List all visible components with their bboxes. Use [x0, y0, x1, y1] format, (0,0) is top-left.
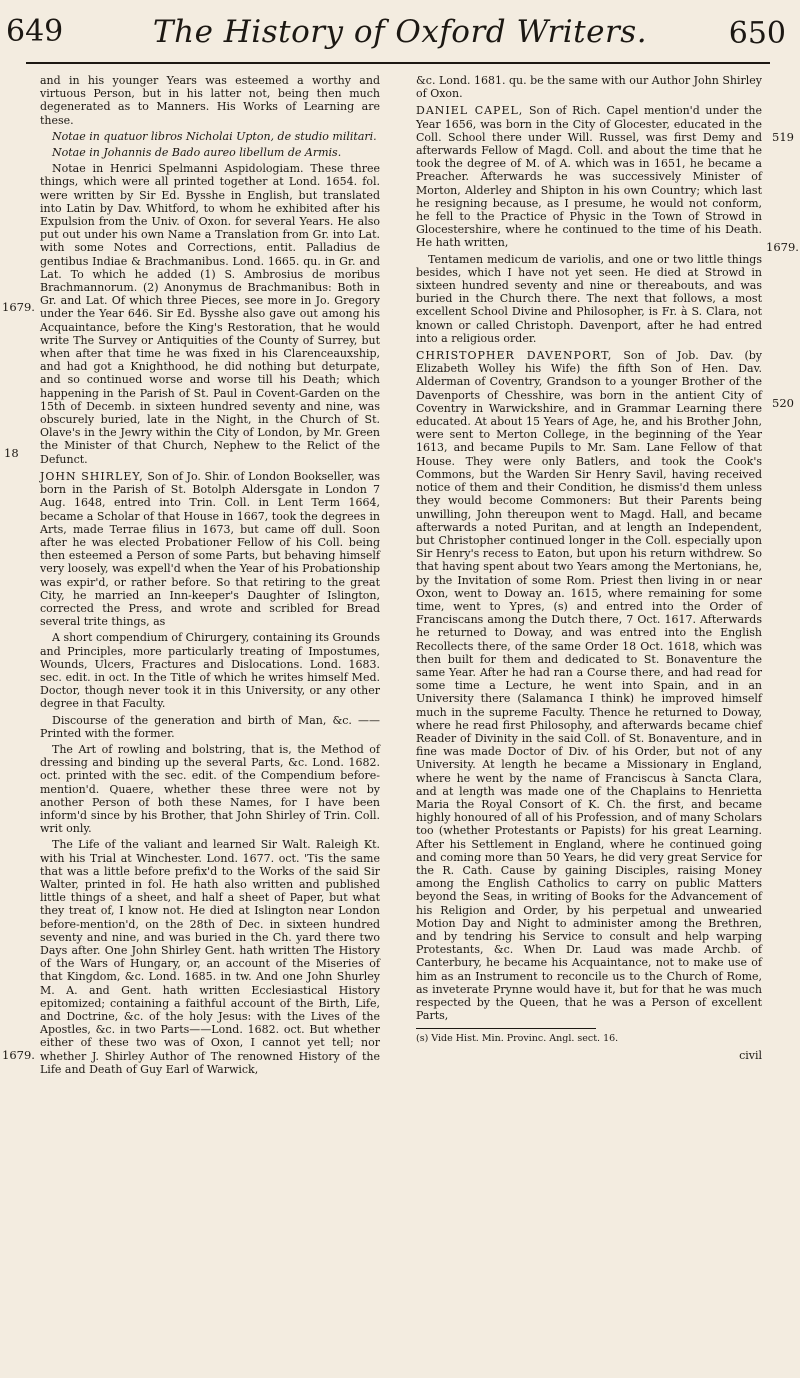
paragraph: Son of Rich. Capel mention'd under the Year 1656, was born in the City of Glocester, educated in the Coll. School there under Will. Russel, was first Demy and afterwards Fellow of Magd. Coll. and about the time that he took the degree of M. of A. which was in 1651, he became a Preacher. Afterwards he was successively Minister of Morton, Alderley and Shipton in his own Country; which last he resigning because, as I presume, he would not conform, he fell to the Practice of Physic in the Town of Strowd in Glocestershire, where he continued to the time of his Death. He hath written, [416, 104, 762, 250]
page-number-left: 649 [6, 14, 64, 49]
author-name: CHRISTOPHER DAVENPORT, [416, 349, 613, 363]
page-number-right: 650 [728, 16, 786, 51]
margin-number: 520 [772, 396, 794, 410]
paragraph: Discourse of the generation and birth of Man, &c. ——Printed with the former. [40, 713, 380, 740]
footnote-rule [416, 1028, 596, 1029]
author-name: DANIEL CAPEL, [416, 104, 524, 118]
margin-number: 18 [4, 446, 19, 460]
left-column [40, 74, 380, 1079]
paragraph: Notae in quatuor libros Nicholai Upton, de studio militari. [52, 129, 377, 143]
margin-year: 1679. [2, 300, 35, 314]
paragraph: Son of Jo. Shir. of London Bookseller, was born in the Parish of St. Botolph Aldersgate in London 7 Aug. 1648, entred into Trin. Coll. in Lent Term 1664, became a Scholar of that House in 1667, took the degrees in Arts, made Terrae filius in 1673, but came off dull. Soon after he was elected Probationer Fellow of his Coll. being then esteemed a Person of some Parts, but behaving himself very loosely, was expell'd when the Year of his Probationship was expir'd, or rather before. So that retiring to the great City, he married an Inn-keeper's Daughter of Islington, corrected the Press, and wrote and scribled for Bread several trite things, as [40, 469, 381, 629]
paragraph: Notae in Johannis de Bado aureo libellum de Armis. [52, 146, 342, 160]
entry-heading [416, 349, 762, 1022]
paragraph: The Art of rowling and bolstring, that is, the Method of dressing and binding up the several Parts, &c. Lond. 1682. oct. printed with the sec. edit. of the Compendium before-mention'd. Quaere, whether these three were not by another Person of both these Names, for I have been inform'd since by his Brother, that John Shirley of Trin. Coll. writ only. [40, 742, 380, 836]
running-title: The History of Oxford Writers. [152, 14, 648, 50]
right-column [416, 74, 762, 1065]
entry-heading [40, 470, 380, 628]
paragraph: and in his younger Years was esteemed a worthy and virtuous Person, but in his latter not, being then much degenerated as to Manners. His Works of Learning are these. [40, 74, 380, 127]
header-rule [26, 62, 770, 64]
margin-number: 519 [772, 130, 794, 144]
catchword: civil [739, 1048, 762, 1062]
paragraph: Tentamen medicum de variolis, and one or two little things besides, which I have not yet seen. He died at Strowd in sixteen hundred seventy and nine or thereabouts, and was buried in the Church there. The next that follows, a most excellent School Divine and Philosopher, is Fr. à S. Clara, not known or called Christoph. Davenport, after he had entred into a religious order. [416, 252, 762, 345]
paragraph: Notae in Henrici Spelmanni Aspidologiam. These three things, which were all printed together at Lond. 1654. fol. were written by Sir Ed. Bysshe in English, but translated into Latin by Dav. Whitford, to whom he exhibited after his Expulsion from the Univ. of Oxon. for several Years. He also put out under his own Name a Translation from Gr. into Lat. with some Notes and Corrections, entit. Palladius de gentibus Indiae & Brachmanibus. Lond. 1665. qu. in Gr. and Lat. To which he added (1) S. Ambrosius de moribus Brachmannorum. (2) Anonymus de Brachmanibus: Both in Gr. and Lat. Of which three Pieces, see more in Jo. Gregory under the Year 646. Sir Ed. Bysshe also gave out among his Acquaintance, before the King's Restoration, that he would write The Survey or Antiquities of the County of Surrey, but when after that time he was fixed in his Clarenceauxship, and had got a Knighthood, he did nothing but deturpate, and so continued worse and worse till his Death; which happening in the Parish of St. Paul in Covent-Garden on the 15th of Decemb. in sixteen hundred seventy and nine, was obscurely buried, late in the Night, in the Church of St. Olave's in the Jewry within the City of London, by Mr. Green the Minister of that Church, Nephew to the Relict of the Defunct. [40, 162, 380, 466]
margin-year: 1679. [2, 1048, 35, 1062]
paragraph: The Life of the valiant and learned Sir Walt. Raleigh Kt. with his Trial at Winchester. Lond. 1677. oct. 'Tis the same that was a little before prefix'd to the Works of the said Sir Walter, printed in fol. He hath also written and published little things of a sheet, and half a sheet of Paper, but what they treat of, I know not. He died at Islington near London before-mention'd, on the 28th of Dec. in sixteen hundred seventy and nine, and was buried in the Ch. yard there two Days after. One John Shirley Gent. hath written The History of the Wars of Hungary, or, an account of the Miseries of that Kingdom, &c. Lond. 1685. in tw. And one John Shurley M. A. and Gent. hath written Ecclesiastical History epitomized; containing a faithful account of the Birth, Life, and Doctrine, &c. of the holy Jesus: with the Lives of the Apostles, &c. in two Parts——Lond. 1682. oct. But whether either of these two was of Oxon, I cannot yet tell; nor whether J. Shirley Author of The renowned History of the Life and Death of Guy Earl of Warwick, [40, 838, 380, 1076]
author-name: JOHN SHIRLEY, [40, 469, 144, 483]
paragraph: A short compendium of Chirurgery, containing its Grounds and Principles, more particularly treating of Impostumes, Wounds, Ulcers, Fractures and Dislocations. Lond. 1683. sec. edit. in oct. In the Title of which he writes himself Med. Doctor, though never took it in this University, or any other degree in that Faculty. [40, 631, 380, 711]
paragraph: Son of Job. Dav. (by Elizabeth Wolley his Wife) the fifth Son of Hen. Dav. Alderman of Coventry, Grandson to a younger Brother of the Davenports of Chesshire, was born in the antient City of Coventry in Warwickshire, and in Grammar Learning there educated. At about 15 Years of Age, he, and his Brother John, were sent to Merton College, in the beginning of the Year 1613, and became Pupils to Mr. Sam. Lane Fellow of that House. They were only Batlers, and took the Cook's Commons, but the Warden Sir Henry Savil, having received notice of them and their Condition, he dismiss'd them unless they would become Commoners: But their Parents being unwilling, John thereupon went to Magd. Hall, and became afterwards a noted Puritan, and at length an Independent, but Christopher continued longer in the Coll. especially upon Sir Henry's recess to Eaton, but upon his return withdrew. So that having spent about two Years among the Mertonians, he, by the Invitation of some Rom. Priest then living in or near Oxon, went to Doway an. 1615, where remaining for some time, went to Ypres, (s) and entred into the Order of Franciscans among the Dutch there, 7 Oct. 1617. Afterwards he returned to Doway, and was entred into the English Recollects there, of the same Order 18 Oct. 1618, which was then built for them and dedicated to St. Bonaventure the same Year. After he had ran a Course there, and had read for some time a Lecture, he went into Spain, and in an University there (Salamanca I think) he improved himself much in the supreme Faculty. Thence he returned to Doway, where he read first Philosophy, and afterwards became chief Reader of Divinity in the said Coll. of St. Bonaventure, and in fine was made Doctor of Div. of his Order, but not of any University. At length he became a Missionary in England, where he went by the name of Franciscus à Sancta Clara, and at length was made one of the Chaplains to Henrietta Maria the Royal Consort of K. Ch. the first, and became highly honoured of all of his Profession, and of many Scholars too (whether Protestants or Papists) for his great Learning. After his Settlement in England, where he continued going and coming more than 50 Years, he did very great Service for the R. Cath. Cause by gaining Disciples, raising Money among the English Catholics to carry on public Matters beyond the Seas, in writing of Books for the Advancement of his Religion and Order, by his perpetual and unwearied Motion Day and Night to administer among the Brethren, and by tendring his Service to consult and help warping Protestants, &c. When Dr. Laud was made Archb. of Canterbury, he became his Acquaintance, not to make use of him as an Instrument to reconcile us to the Church of Rome, as inveterate Prynne would have it, but for that he was much respected by the Queen, that he was a Person of excellent Parts, [416, 349, 763, 1023]
footnote: (s) Vide Hist. Min. Provinc. Angl. sect. 16. [416, 1033, 619, 1045]
margin-year: 1679. [766, 240, 799, 254]
entry-heading [416, 104, 762, 249]
page-header [0, 0, 800, 76]
paragraph: &c. Lond. 1681. qu. be the same with our Author John Shirley of Oxon. [416, 74, 762, 101]
